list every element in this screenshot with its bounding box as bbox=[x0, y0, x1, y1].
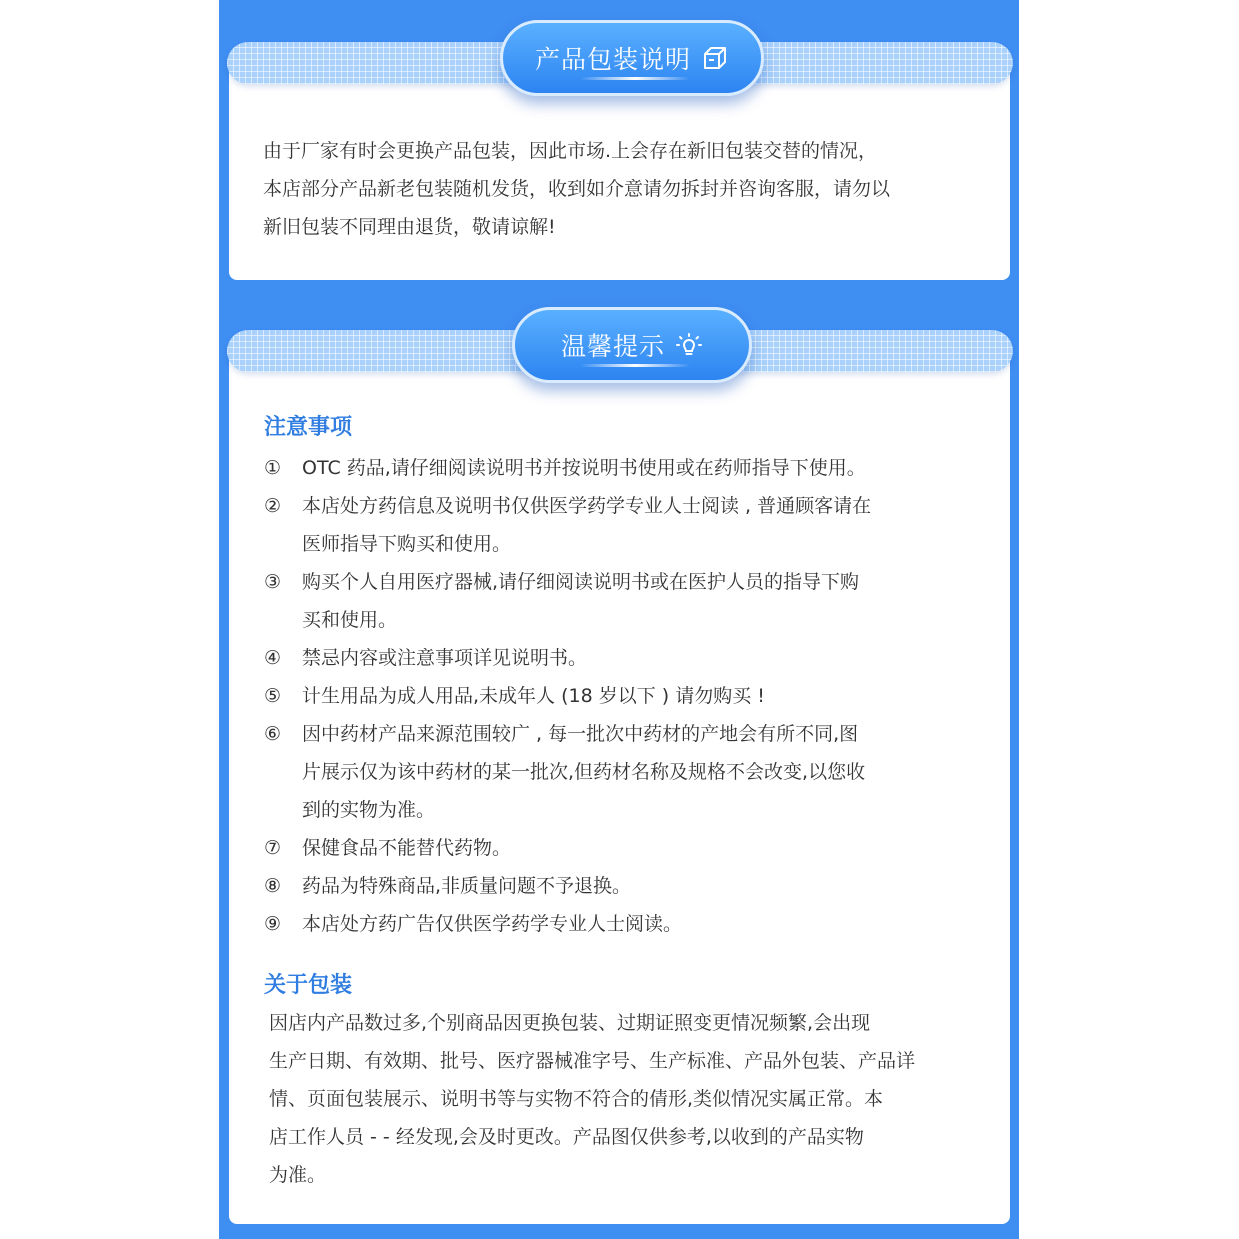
list-item bbox=[264, 715, 964, 829]
packaging-notice-text bbox=[263, 132, 975, 246]
packaging-line: 为准。 bbox=[269, 1164, 327, 1186]
item-number: ② bbox=[264, 495, 282, 517]
list-item bbox=[264, 867, 964, 905]
item-text: 禁忌内容或注意事项详见说明书。 bbox=[302, 647, 588, 669]
item-text: 购买个人自用医疗器械,请仔细阅读说明书或在医护人员的指导下购 bbox=[302, 571, 860, 593]
packaging-line: 店工作人员 - - 经发现,会及时更改。产品图仅供参考,以收到的产品实物 bbox=[269, 1126, 864, 1148]
box-icon bbox=[701, 44, 729, 72]
item-number: ⑤ bbox=[264, 685, 282, 707]
item-number: ④ bbox=[264, 647, 282, 669]
tips-header bbox=[512, 307, 752, 383]
item-number: ⑦ bbox=[264, 837, 282, 859]
item-number: ③ bbox=[264, 571, 282, 593]
item-text: 计生用品为成人用品,未成年人 (18 岁以下 ) 请勿购买 ! bbox=[302, 685, 765, 707]
item-text: 医师指导下购买和使用。 bbox=[302, 533, 512, 555]
item-number: ① bbox=[264, 457, 282, 479]
item-text: 因中药材产品来源范围较广 , 每一批次中药材的产地会有所不同,图 bbox=[302, 723, 859, 745]
item-text: 保健食品不能替代药物。 bbox=[302, 837, 512, 859]
tips-title: 温馨提示 bbox=[560, 332, 665, 361]
notice-line: 新旧包装不同理由退货，敬请谅解! bbox=[263, 216, 556, 238]
item-text: 本店处方药信息及说明书仅供医学药学专业人士阅读 , 普通顾客请在 bbox=[302, 495, 872, 517]
packaging-line: 生产日期、有效期、批号、医疗器械准字号、生产标准、产品外包装、产品详 bbox=[269, 1050, 916, 1072]
packaging-line: 因店内产品数过多,个别商品因更换包装、过期证照变更情况频繁,会出现 bbox=[269, 1012, 871, 1034]
item-text: 到的实物为准。 bbox=[302, 799, 436, 821]
item-number: ⑨ bbox=[264, 913, 282, 935]
precautions-heading: 注意事项 bbox=[264, 415, 353, 440]
item-number: ⑧ bbox=[264, 875, 282, 897]
item-number: ⑥ bbox=[264, 723, 282, 745]
about-packaging-text bbox=[269, 1004, 949, 1194]
precautions-list bbox=[264, 449, 964, 943]
item-text: 片展示仅为该中药材的某一批次,但药材名称及规格不会改变,以您收 bbox=[302, 761, 866, 783]
list-item bbox=[264, 487, 964, 563]
packaging-notice-title: 产品包装说明 bbox=[534, 45, 691, 74]
list-item bbox=[264, 563, 964, 639]
item-text: OTC 药品,请仔细阅读说明书并按说明书使用或在药师指导下使用。 bbox=[302, 457, 866, 479]
list-item bbox=[264, 639, 964, 677]
title-underline bbox=[580, 77, 690, 80]
notice-line: 本店部分产品新老包装随机发货，收到如介意请勿拆封并咨询客服，请勿以 bbox=[263, 178, 891, 200]
list-item bbox=[264, 829, 964, 867]
list-item bbox=[264, 449, 964, 487]
about-packaging-heading: 关于包装 bbox=[264, 973, 353, 998]
list-item bbox=[264, 905, 964, 943]
item-text: 本店处方药广告仅供医学药学专业人士阅读。 bbox=[302, 913, 683, 935]
title-underline bbox=[580, 364, 690, 367]
lightbulb-icon bbox=[675, 331, 703, 359]
packaging-line: 情、页面包装展示、说明书等与实物不符合的倩形,类似情况实属正常。本 bbox=[269, 1088, 884, 1110]
notice-line: 由于厂家有时会更换产品包装，因此市场.上会存在新旧包装交替的情况， bbox=[263, 140, 878, 162]
packaging-notice-header bbox=[500, 20, 764, 96]
item-text: 买和使用。 bbox=[302, 609, 398, 631]
item-text: 药品为特殊商品,非质量问题不予退换。 bbox=[302, 875, 632, 897]
list-item bbox=[264, 677, 964, 715]
